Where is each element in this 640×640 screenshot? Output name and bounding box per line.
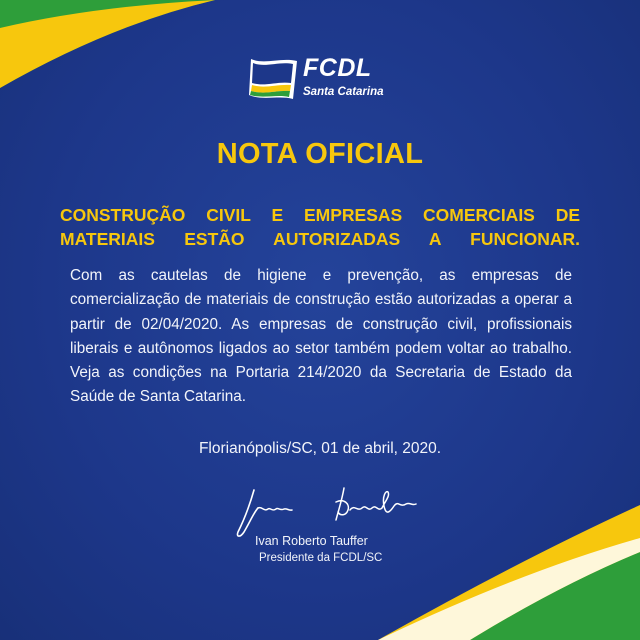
handwritten-signature (232, 482, 432, 542)
fcdl-flag-logo-icon (247, 57, 299, 103)
signer-role: Presidente da FCDL/SC (259, 552, 383, 564)
headline-line-2: MATERIAIS ESTÃO AUTORIZADAS A FUNCIONAR. (60, 229, 580, 249)
date-line: Florianópolis/SC, 01 de abril, 2020. (198, 440, 442, 457)
logo-name: FCDL (303, 54, 372, 82)
headline (60, 203, 580, 251)
signer-name: Ivan Roberto Tauffer (255, 534, 368, 548)
page-title: NOTA OFICIAL (216, 138, 424, 170)
logo-subtitle: Santa Catarina (303, 86, 384, 98)
body-paragraph: Com as cautelas de higiene e prevenção, as empresas de comercialização de materiais de construção estão autorizadas a operar a partir de 02/04/2020. As empresas de construção civil, profissionais liberais e autônomos ligados ao setor também podem voltar ao trabalho. Veja as condições na Portaria 214/2020 da Secretaria de Estado da Saúde de Santa Catarina. (70, 267, 572, 406)
headline-line-1: CONSTRUÇÃO CIVIL E EMPRESAS COMERCIAIS DE (60, 205, 580, 225)
fcdl-logo (247, 52, 397, 112)
